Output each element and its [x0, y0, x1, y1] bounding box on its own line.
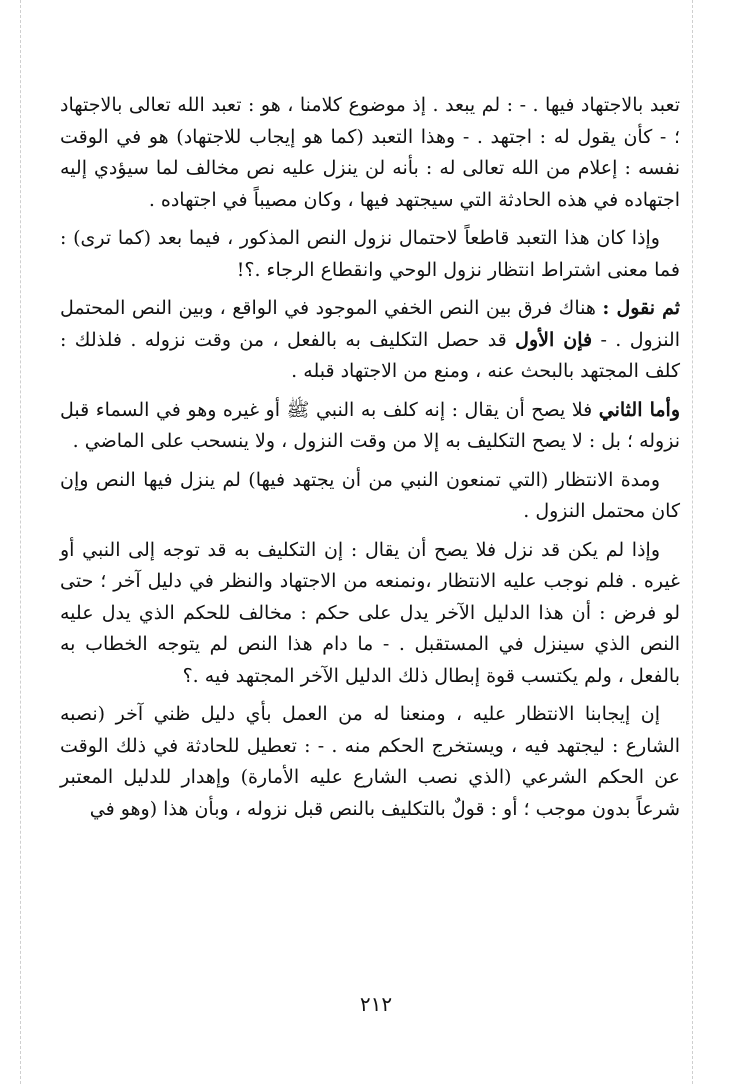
paragraph-3-lead: ثم نقول :: [602, 297, 680, 319]
paragraph-1: تعبد بالاجتهاد فيها . - : لم يبعد . إذ موضوع كلامنا ، هو : تعبد الله تعالى بالاجتهاد ؛ - كأن يقول له : اجتهد . - وهذا التعبد (كما هو إيجاب للاجتهاد) هو في الوقت نفسه : إعلام من الله تعالى له : بأنه لن ينزل عليه نص مخالف لما سيؤدي إليه اجتهاده في هذه الحادثة التي سيجتهد فيها ، وكان مصيباً في اجتهاده .: [60, 94, 680, 211]
paragraph-7: إن إيجابنا الانتظار عليه ، ومنعنا له من العمل بأي دليل ظني آخر (نصبه الشارع : ليجتهد فيه ، ويستخرج الحكم منه . - : تعطيل للحادثة في ذلك الوقت عن الحكم الشرعي (الذي نصب الشارع عليه الأمارة) وإهدار للدليل المعتبر شرعاً بدون موجب ؛ أو : قولٌ بالتكليف بالنص قبل نزوله ، وبأن هذا (وهو في: [60, 703, 680, 820]
paragraph-6: وإذا لم يكن قد نزل فلا يصح أن يقال : إن التكليف به قد توجه إلى النبي أو غيره . فلم نوجب عليه الانتظار ،ونمنعه من الاجتهاد والنظر في دليل آخر ؛ حتى لو فرض : أن هذا الدليل الآخر يدل على حكم : مخالف للحكم الذي يدل عليه النص الذي سينزل في المستقبل . - ما دام هذا النص لم يتوجه الخطاب به بالفعل ، ولم يكتسب قوة إبطال ذلك الدليل الآخر المجتهد فيه .؟: [60, 538, 680, 687]
paragraph-2: وإذا كان هذا التعبد قاطعاً لاحتمال نزول النص المذكور ، فيما بعد (كما ترى) : فما معنى اشتراط انتظار نزول الوحي وانقطاع الرجاء .؟!: [60, 227, 680, 281]
paragraph-4-text: فلا يصح أن يقال : إنه كلف به النبي ﷺ أو غيره وهو في السماء قبل نزوله ؛ بل : لا يصح التكليف به إلا من وقت النزول ، ولا ينسحب على الماضي .: [60, 398, 680, 452]
page-number: ٢١٢: [359, 992, 393, 1016]
paragraph-4-lead: وأما الثاني: [598, 398, 680, 421]
paragraph-3-text2: قد حصل التكليف به بالفعل ، من وقت نزوله . فلذلك : كلف المجتهد بالبحث عنه ، ومنع من الاجتهاد قبله .: [60, 328, 680, 382]
paragraph-3-lead2: فإن الأول: [515, 328, 593, 351]
left-margin-dots: [20, 0, 21, 1084]
paragraph-4: [60, 395, 680, 458]
paragraph-5: ومدة الانتظار (التي تمنعون النبي من أن يجتهد فيها) لم ينزل فيها النص وإن كان محتمل النزول .: [60, 468, 680, 522]
right-margin-dots: [692, 0, 693, 1084]
page-body: [60, 90, 680, 832]
paragraph-3: [60, 293, 680, 388]
paragraph-3-text: هناك فرق بين النص الخفي الموجود في الواقع ، وبين النص المحتمل النزول . -: [60, 297, 681, 351]
